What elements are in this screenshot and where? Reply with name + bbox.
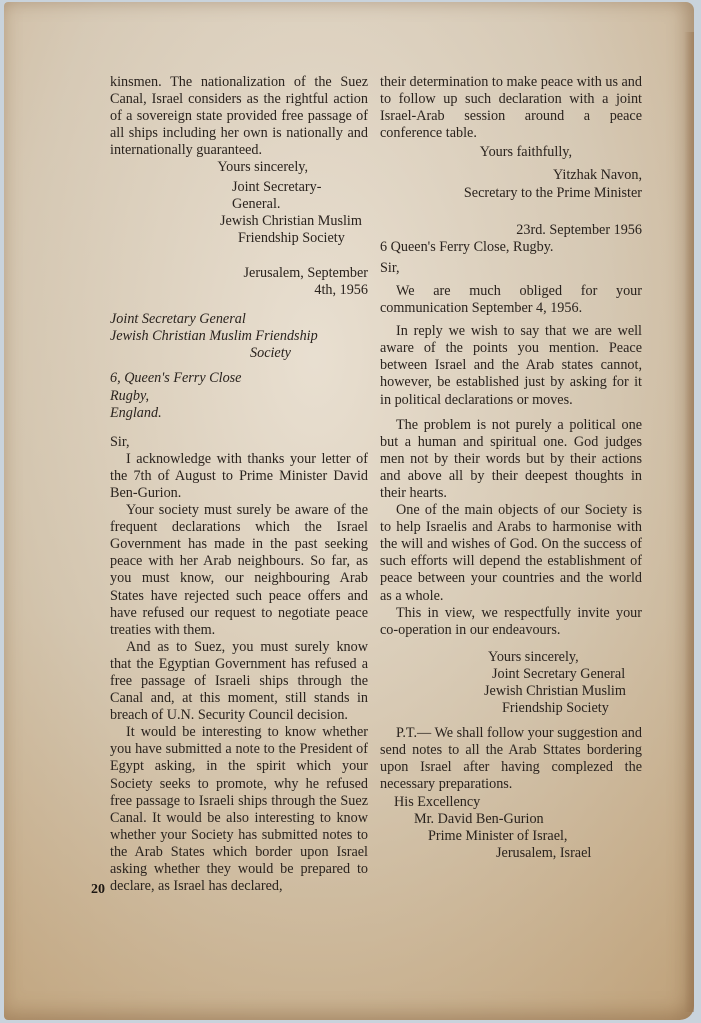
reply-date: 23rd. September 1956 <box>516 221 642 238</box>
signature-line: Yitzhak Navon, <box>552 167 642 184</box>
signature-block-2 <box>380 649 642 717</box>
salutation: Sir, <box>380 259 400 276</box>
closing-2: Yours sincerely, <box>488 648 579 665</box>
signature-block <box>110 179 368 247</box>
left-column <box>110 74 368 895</box>
recipient-line: Jerusalem, Israel <box>496 844 592 861</box>
addressee-line: Rugby, <box>110 387 150 404</box>
addressee-line: 6, Queen's Ferry Close <box>110 370 242 387</box>
signature-line: Secretary to the Prime Minister <box>463 184 642 201</box>
recipient-block <box>380 794 642 862</box>
addressee-line: Jewish Christian Muslim Friendship <box>110 328 318 345</box>
body-paragraph: The problem is not purely a political one but a human and spiritual one. God judges men not by their words but by their actions and above all by their deepest thoughts in their hearts. <box>380 416 642 501</box>
closing: Yours sincerely, <box>217 159 308 176</box>
recipient-line: Mr. David Ben-Gurion <box>414 810 544 827</box>
continuation-paragraph: their determination to make peace with us and to follow up such declaration with a joint Israel-Arab session around a peace conference table. <box>380 74 642 142</box>
signature-block <box>380 167 642 201</box>
signature-line: Joint Secretary General <box>492 665 626 682</box>
addressee-block <box>110 311 368 422</box>
body-paragraph: It would be interesting to know whether you have submitted a note to the President of Egypt asking, in the spirit which your Society seeks to promote, why he refused free passage to Israeli ships through the Suez Canal. It would be also interesting to know whether your Society has submitted notes to the Arab States which border upon Israel asking whether they would be prepared to declare, as Israel has declared, <box>110 724 368 895</box>
right-column <box>380 74 642 862</box>
signature-line: Jewish Christian Muslim <box>220 212 362 229</box>
body-paragraph: This in view, we respectfully invite your co-operation in our endeavours. <box>380 604 642 638</box>
signature-line: Friendship Society <box>502 700 609 717</box>
body-paragraph: I acknowledge with thanks your letter of the 7th of August to Prime Minister David Ben-Gurion. <box>110 450 368 501</box>
recipient-line: His Excellency <box>394 793 481 810</box>
addressee-line: Joint Secretary General <box>110 311 246 328</box>
page-edge-shadow <box>684 32 694 1012</box>
body-paragraph: And as to Suez, you must surely know that the Egyptian Government has refused a free passage of Israeli ships through the Canal and, at this moment, still stands in breach of U.N. Security Council decision. <box>110 638 368 724</box>
body-paragraph: We are much obliged for your communication September 4, 1956. <box>380 282 642 317</box>
body-paragraph: Your society must surely be aware of the frequent declarations which the Israel Government has made in the past seeking peace with her Arab neighbours. So far, as you must know, our neighbouring Arab States have rejected such peace offers and have refused our request to negotiate peace treaties with them. <box>110 502 368 638</box>
continuation-paragraph: kinsmen. The nationalization of the Suez Canal, Israel considers as the rightful action of a sovereign state provided free passage of all ships including her own is nationally and internationally guaranteed. <box>110 74 368 159</box>
page-number: 20 <box>91 882 105 897</box>
book-page <box>4 2 694 1020</box>
place-date-line: 4th, 1956 <box>314 282 368 299</box>
body-paragraph: One of the main objects of our Society is to help Israelis and Arabs to harmonise with the will and wishes of God. On the success of such efforts will depend the establishment of peace between your countries and the world as a whole. <box>380 502 642 604</box>
postscript: P.T.— We shall follow your suggestion and send notes to all the Arab Sttates bordering upon Israel after having complezed the necessary preparations. <box>380 725 642 793</box>
body-paragraph: In reply we wish to say that we are well aware of the points you mention. Peace between Israel and the Arab states cannot, however, be established just by asking for it in political declarations or moves. <box>380 323 642 408</box>
signature-line: Friendship Society <box>238 229 345 246</box>
place-date-line: Jerusalem, September <box>243 264 368 281</box>
recipient-line: Prime Minister of Israel, <box>428 827 568 844</box>
addressee-line: Society <box>250 345 291 362</box>
salutation: Sir, <box>110 433 130 450</box>
closing: Yours faithfully, <box>479 144 572 161</box>
addressee-line: England. <box>110 404 162 421</box>
signature-line: Jewish Christian Muslim <box>484 683 626 699</box>
place-date <box>110 265 368 299</box>
signature-line: Joint Secretary-General. <box>232 178 322 212</box>
reply-address: 6 Queen's Ferry Close, Rugby. <box>380 238 554 255</box>
